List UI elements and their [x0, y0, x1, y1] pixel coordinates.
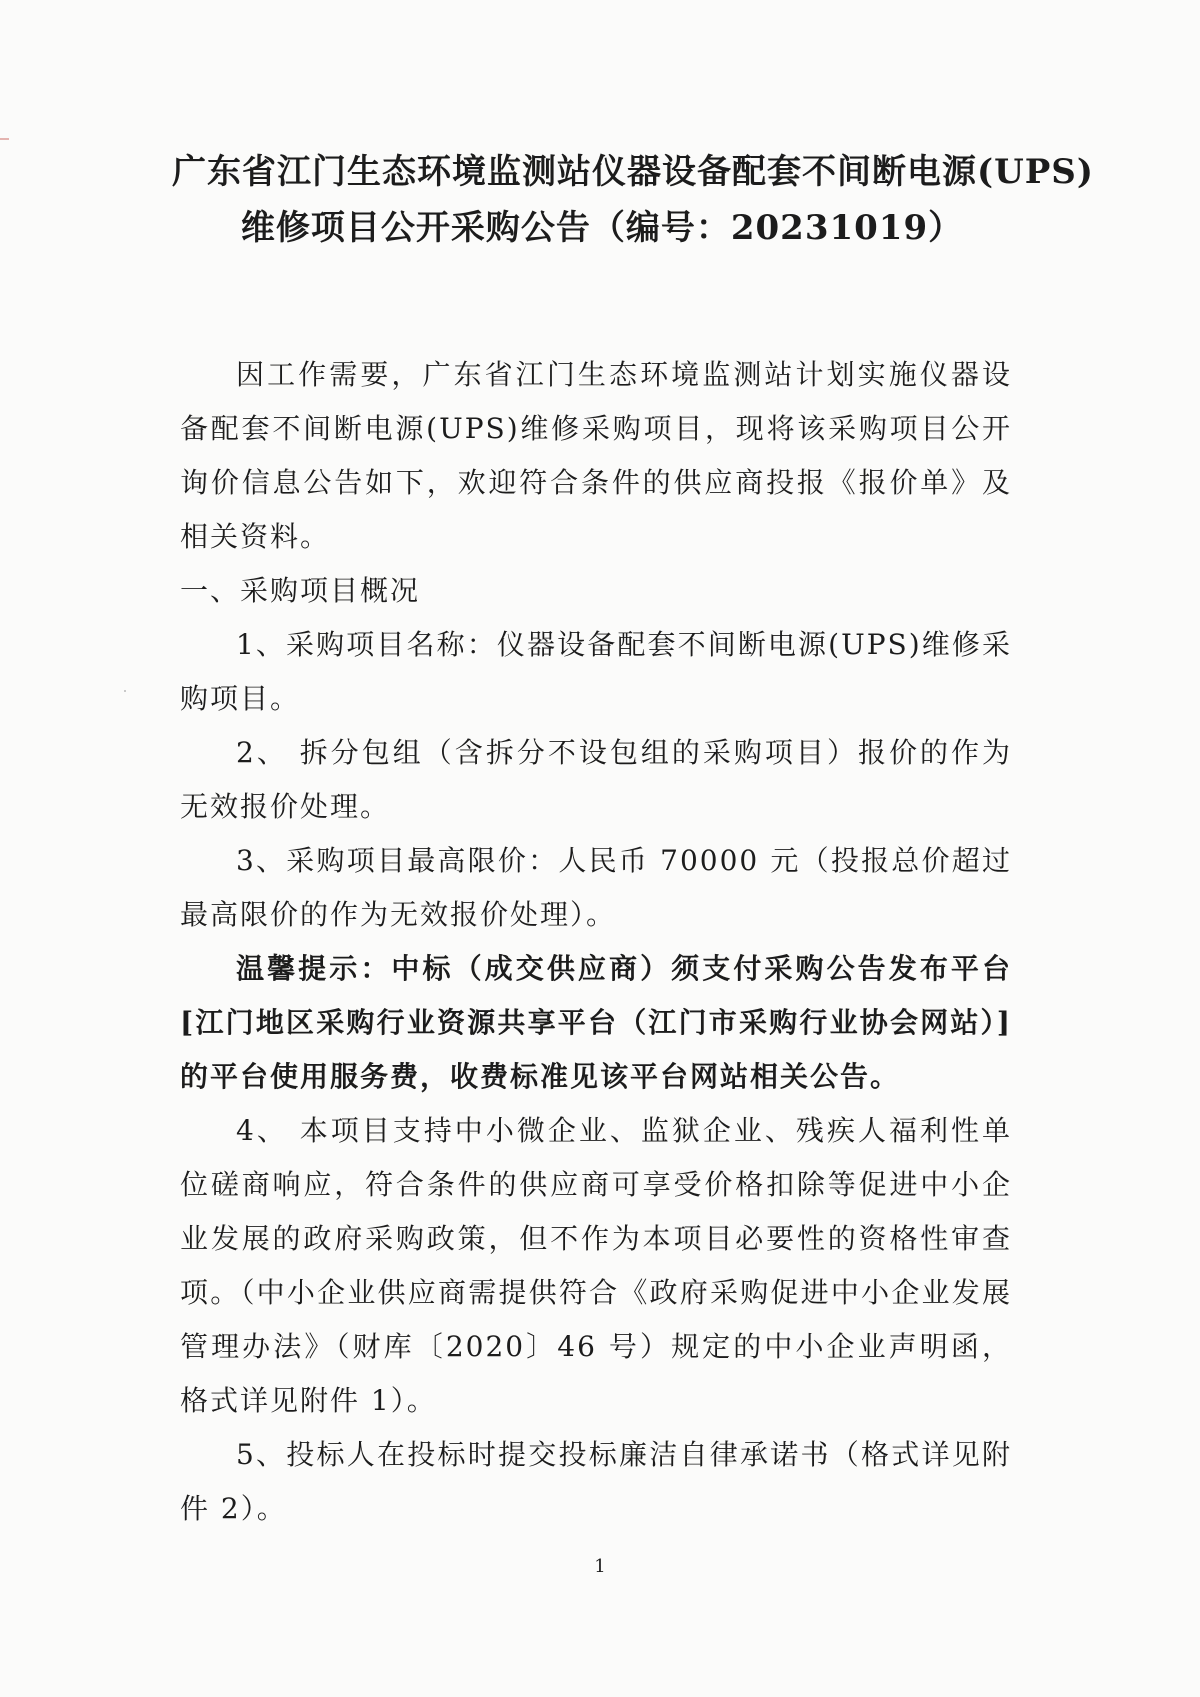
- item-3-paragraph: 3、采购项目最高限价：人民币 70000 元（投报总价超过最高限价的作为无效报价处理）。: [180, 844, 1012, 931]
- doc-title-line-2: 维修项目公开采购公告（编号：20231019）: [240, 208, 964, 248]
- item-4-paragraph: 4、 本项目支持中小微企业、监狱企业、残疾人福利性单位磋商响应，符合条件的供应商可享受价格扣除等促进中小企业发展的政府采购政策，但不作为本项目必要性的资格性审查项。（中小企业供应商需提供符合《政府采购促进中小企业发展管理办法》（财库〔2020〕46 号）规定的中小企业声明函，格式详见附件 1）。: [180, 1114, 1012, 1417]
- doc-body: [180, 348, 1012, 1536]
- section-heading: 一、采购项目概况: [180, 574, 421, 607]
- edge-mark: [0, 138, 9, 140]
- notice-paragraph: 温馨提示：中标（成交供应商）须支付采购公告发布平台[江门地区采购行业资源共享平台（江门市采购行业协会网站）]的平台使用服务费，收费标准见该平台网站相关公告。: [180, 952, 1012, 1093]
- item-5-paragraph: 5、投标人在投标时提交投标廉洁自律承诺书（格式详见附件 2）。: [180, 1438, 1012, 1525]
- scan-speck: [124, 690, 126, 692]
- intro-paragraph: 因工作需要，广东省江门生态环境监测站计划实施仪器设备配套不间断电源(UPS)维修采购项目，现将该采购项目公开询价信息公告如下，欢迎符合条件的供应商投报《报价单》及相关资料。: [180, 358, 1012, 553]
- item-2-paragraph: 2、 拆分包组（含拆分不设包组的采购项目）报价的作为无效报价处理。: [180, 736, 1012, 823]
- page-number: 1: [594, 1556, 606, 1577]
- doc-title-line-1: 广东省江门生态环境监测站仪器设备配套不间断电源(UPS): [172, 152, 1094, 192]
- item-1-paragraph: 1、采购项目名称：仪器设备配套不间断电源(UPS)维修采购项目。: [180, 628, 1012, 715]
